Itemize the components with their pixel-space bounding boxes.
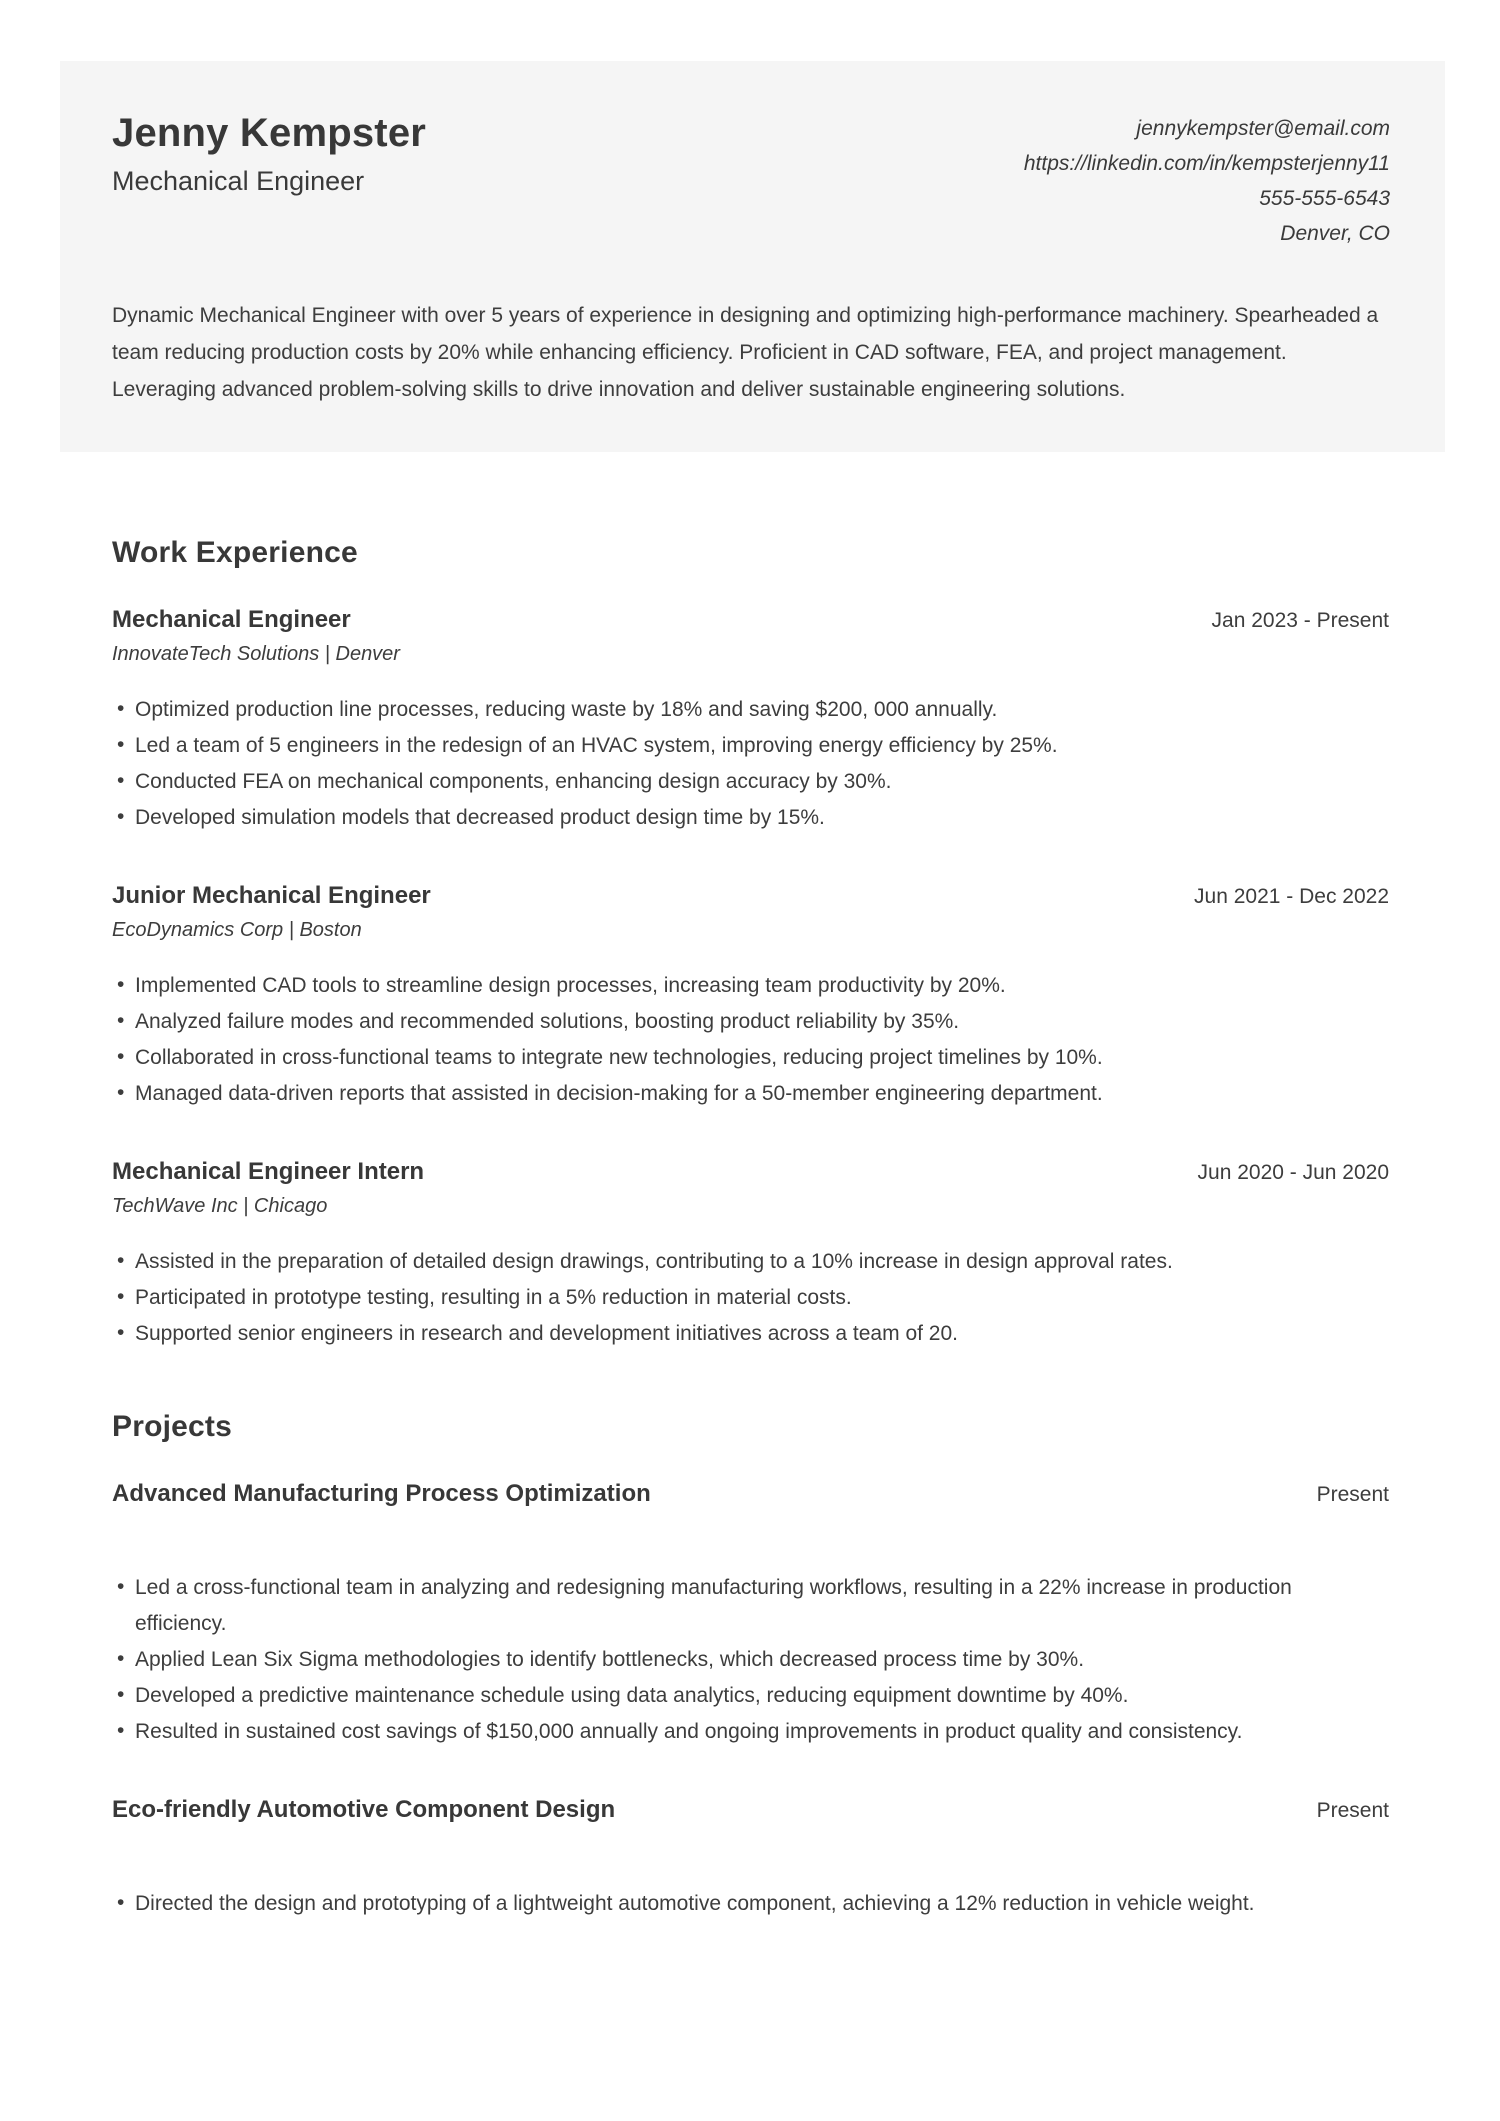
bullet-item: • Analyzed failure modes and recommended solutions, boosting product reliability by 35%. (135, 1004, 1389, 1040)
section-heading-projects: Projects (112, 1410, 232, 1443)
header-row (112, 111, 1390, 251)
job-bullet-list (112, 968, 1389, 1112)
project-title: Eco-friendly Automotive Component Design (112, 1796, 616, 1823)
bullet-item: • Developed a predictive maintenance schedule using data analytics, reducing equipment downtime by 40%. (135, 1678, 1389, 1714)
project-dates: Present (1316, 1799, 1389, 1822)
job-title: Mechanical Engineer (112, 606, 351, 633)
bullet-item: • Led a team of 5 engineers in the redesign of an HVAC system, improving energy efficiency by 25%. (135, 728, 1389, 764)
identity-block (112, 111, 426, 197)
bullet-item: • Directed the design and prototyping of a lightweight automotive component, achieving a 12% reduction in vehicle weight. (135, 1886, 1389, 1922)
contact-location: Denver, CO (1280, 222, 1390, 245)
job-entry-header (112, 882, 1389, 942)
bullet-item: • Participated in prototype testing, resulting in a 5% reduction in material costs. (135, 1280, 1389, 1316)
bullet-item: • Implemented CAD tools to streamline design processes, increasing team productivity by 20%. (135, 968, 1389, 1004)
job-dates: Jun 2021 - Dec 2022 (1194, 885, 1389, 908)
resume-body (112, 536, 1389, 1922)
job-entry-header (112, 1158, 1389, 1218)
job-entry (112, 882, 1389, 1112)
bullet-item: • Assisted in the preparation of detailed design drawings, contributing to a 10% increase in design approval rates. (135, 1244, 1389, 1280)
bullet-item: • Resulted in sustained cost savings of $150,000 annually and ongoing improvements in product quality and consistency. (135, 1714, 1389, 1750)
job-company: InnovateTech Solutions | Denver (112, 643, 400, 665)
section-heading-work-experience: Work Experience (112, 536, 358, 569)
contact-phone: 555-555-6543 (1259, 187, 1390, 210)
bullet-item: • Collaborated in cross-functional teams to integrate new technologies, reducing project timelines by 10%. (135, 1040, 1389, 1076)
job-bullet-list (112, 692, 1389, 836)
project-entry (112, 1480, 1389, 1750)
job-entry-header (112, 606, 1389, 666)
bullet-item: • Developed simulation models that decreased product design time by 15%. (135, 800, 1389, 836)
bullet-item: • Conducted FEA on mechanical components, enhancing design accuracy by 30%. (135, 764, 1389, 800)
project-entry-header (112, 1480, 1389, 1508)
contact-linkedin: https://linkedin.com/in/kempsterjenny11 (1023, 152, 1390, 175)
project-entry-header (112, 1796, 1389, 1824)
project-bullet-list (112, 1570, 1389, 1750)
project-title-block (112, 1480, 651, 1508)
job-entry (112, 1158, 1389, 1352)
job-title: Junior Mechanical Engineer (112, 882, 431, 909)
job-entry (112, 606, 1389, 836)
candidate-name: Jenny Kempster (112, 111, 427, 155)
contact-email: jennykempster@email.com (1136, 117, 1390, 140)
project-bullet-list (112, 1886, 1389, 1922)
project-dates: Present (1316, 1483, 1389, 1506)
candidate-headline: Mechanical Engineer (112, 165, 365, 196)
job-bullet-list (112, 1244, 1389, 1352)
bullet-item: • Supported senior engineers in research and development initiatives across a team of 20. (135, 1316, 1389, 1352)
professional-summary: Dynamic Mechanical Engineer with over 5 years of experience in designing and optimizing high-performance machinery. Spearheaded a team reducing production costs by 20% while enhancing efficiency. Proficient in CAD software, FEA, and project management. Leveraging advanced problem-solving skills to drive innovation and deliver sustainable engineering solutions. (112, 304, 1379, 401)
job-company: TechWave Inc | Chicago (112, 1195, 328, 1217)
project-title: Advanced Manufacturing Process Optimization (112, 1480, 651, 1507)
resume-header (60, 61, 1445, 452)
job-dates: Jun 2020 - Jun 2020 (1197, 1161, 1389, 1184)
job-dates: Jan 2023 - Present (1211, 609, 1389, 632)
contact-block (1024, 111, 1390, 251)
job-company: EcoDynamics Corp | Boston (112, 919, 362, 941)
bullet-item: • Optimized production line processes, reducing waste by 18% and saving $200, 000 annually. (135, 692, 1389, 728)
job-title-block (112, 606, 400, 666)
job-title: Mechanical Engineer Intern (112, 1158, 425, 1185)
job-title-block (112, 1158, 424, 1218)
bullet-item: • Led a cross-functional team in analyzing and redesigning manufacturing workflows, resulting in a 22% increase in production efficiency. (135, 1570, 1389, 1642)
project-title-block (112, 1796, 615, 1824)
project-entry (112, 1796, 1389, 1922)
bullet-item: • Applied Lean Six Sigma methodologies to identify bottlenecks, which decreased process time by 30%. (135, 1642, 1389, 1678)
bullet-item: • Managed data-driven reports that assisted in decision-making for a 50-member engineering department. (135, 1076, 1389, 1112)
job-title-block (112, 882, 431, 942)
